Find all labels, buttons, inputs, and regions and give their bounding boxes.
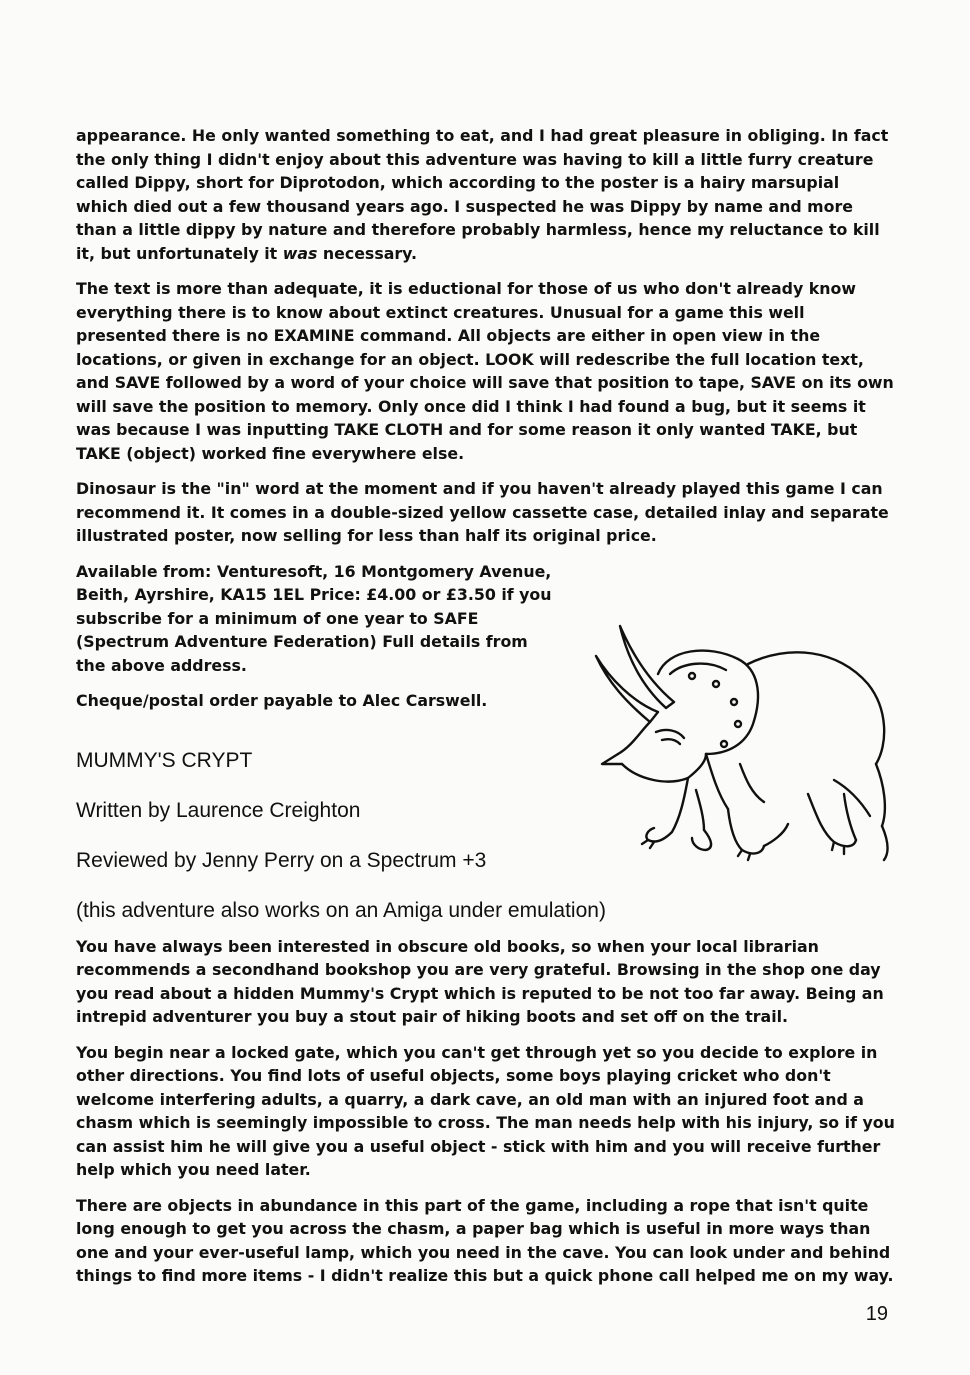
- review1-paragraph-1: [76, 124, 896, 265]
- review2-note: (this adventure also works on an Amiga under emulation): [76, 898, 606, 922]
- triceratops-icon: [588, 604, 896, 904]
- review2-reviewer: Reviewed by Jenny Perry on a Spectrum +3: [76, 848, 487, 872]
- page-number: 19: [865, 1303, 888, 1325]
- availability-text: Available from: Venturesoft, 16 Montgomery Avenue, Beith, Ayrshire, KA15 1EL Price: £4.00 or £3.50 if you subscribe for a minimum of one year to SAFE (Spectrum Adventure Federation) Full details from the above address.: [76, 561, 552, 675]
- review2-paragraph-3: There are objects in abundance in this part of the game, including a rope that isn't quite long enough to get you across the chasm, a paper bag which is useful in more ways than one and your ever-useful lamp, which you need in the cave. You can look under and behind things to find more items - I didn't realize this but a quick phone call helped me on my way.: [76, 1195, 894, 1285]
- review1-p1-emphasis: was: [282, 243, 318, 263]
- review2-paragraph-2: You begin near a locked gate, which you can't get through yet so you decide to explore in other directions. You find lots of useful objects, some boys playing cricket who don't welcome interfering adults, a quarry, a dark cave, an old man with an injured foot and a chasm which is seemingly impossible to cross. The man needs help with his injury, so if you can assist him he will give you a useful object - stick with him and you will receive further help which you need later.: [76, 1042, 895, 1179]
- page-content: [76, 124, 896, 1300]
- review2-paragraph-1: You have always been interested in obscure old books, so when your local librarian recommends a secondhand bookshop you are very grateful. Browsing in the shop one day you read about a hidden Mummy's Crypt which is reputed to be not too far away. Being an intrepid adventurer you buy a stout pair of hiking boots and set off on the trail.: [76, 936, 884, 1026]
- review1-p1-end: necessary.: [317, 243, 418, 263]
- review2-author: Written by Laurence Creighton: [76, 798, 361, 822]
- review1-p1-text: appearance. He only wanted something to eat, and I had great pleasure in obliging. In fact the only thing I didn't enjoy about this adventure was having to kill a little furry creature called Dippy, short for Diprotodon, which according to the poster is a hairy marsupial which died out a few thousand years ago. I suspected he was Dippy by name and more than a little dippy by nature and therefore probably harmless, hence my reluctance to kill it, but unfortunately it: [76, 126, 889, 263]
- review1-paragraph-3: Dinosaur is the "in" word at the moment and if you haven't already played this game I can recommend it. It comes in a double-sized yellow cassette case, detailed inlay and separate illustrated poster, now selling for less than half its original price.: [76, 479, 889, 545]
- review2-title: MUMMY'S CRYPT: [76, 748, 253, 772]
- cheque-text: Cheque/postal order payable to Alec Carswell.: [76, 691, 488, 710]
- review1-paragraph-2: The text is more than adequate, it is eductional for those of us who don't already know everything there is to know about extinct creatures. Unusual for a game this well presented there is no EXAMINE command. All objects are either in open view in the locations, or given in exchange for an object. LOOK will redescribe the full location text, and SAVE followed by a word of your choice will save that position to tape, SAVE on its own will save the position to memory. Only once did I think I had found a bug, but it seems it was because I was inputting TAKE CLOTH and for some reason it only wanted TAKE, but TAKE (object) worked fine everywhere else.: [76, 279, 894, 463]
